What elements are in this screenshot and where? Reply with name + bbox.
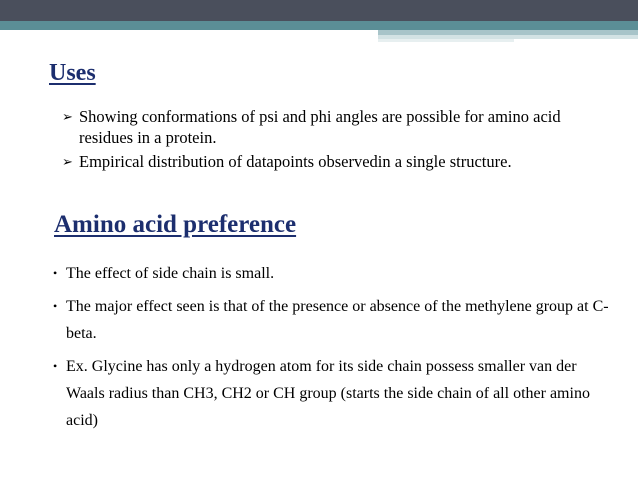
list-item	[49, 260, 609, 287]
bullet-icon: •	[53, 266, 58, 280]
list-item	[49, 293, 609, 347]
uses-list	[62, 106, 582, 175]
top-teal-band	[0, 21, 638, 30]
amino-preference-list	[49, 260, 609, 440]
list-item	[49, 353, 609, 434]
amino-acid-preference-heading: Amino acid preference	[54, 211, 297, 238]
list-item-text: Showing conformations of psi and phi angles are possible for amino acid residues in a protein.	[79, 107, 561, 147]
bullet-icon: •	[53, 359, 58, 373]
list-item-text: The major effect seen is that of the presence or absence of the methylene group at C- beta.	[66, 298, 609, 342]
list-item	[62, 151, 582, 172]
uses-heading: Uses	[49, 60, 96, 86]
arrow-bullet-icon: ➢	[62, 109, 73, 124]
list-item-text: Empirical distribution of datapoints observedin a single structure.	[79, 152, 512, 171]
top-dark-band	[0, 0, 638, 21]
list-item	[62, 106, 582, 148]
list-item-text: The effect of side chain is small.	[66, 265, 275, 282]
list-item-text: Ex. Glycine has only a hydrogen atom for its side chain possess smaller van der Waals radius than CH3, CH2 or CH group (starts the side chain of all other amino acid)	[66, 358, 590, 429]
accent-band-3	[378, 39, 514, 42]
bullet-icon: •	[53, 299, 58, 313]
arrow-bullet-icon: ➢	[62, 154, 73, 169]
